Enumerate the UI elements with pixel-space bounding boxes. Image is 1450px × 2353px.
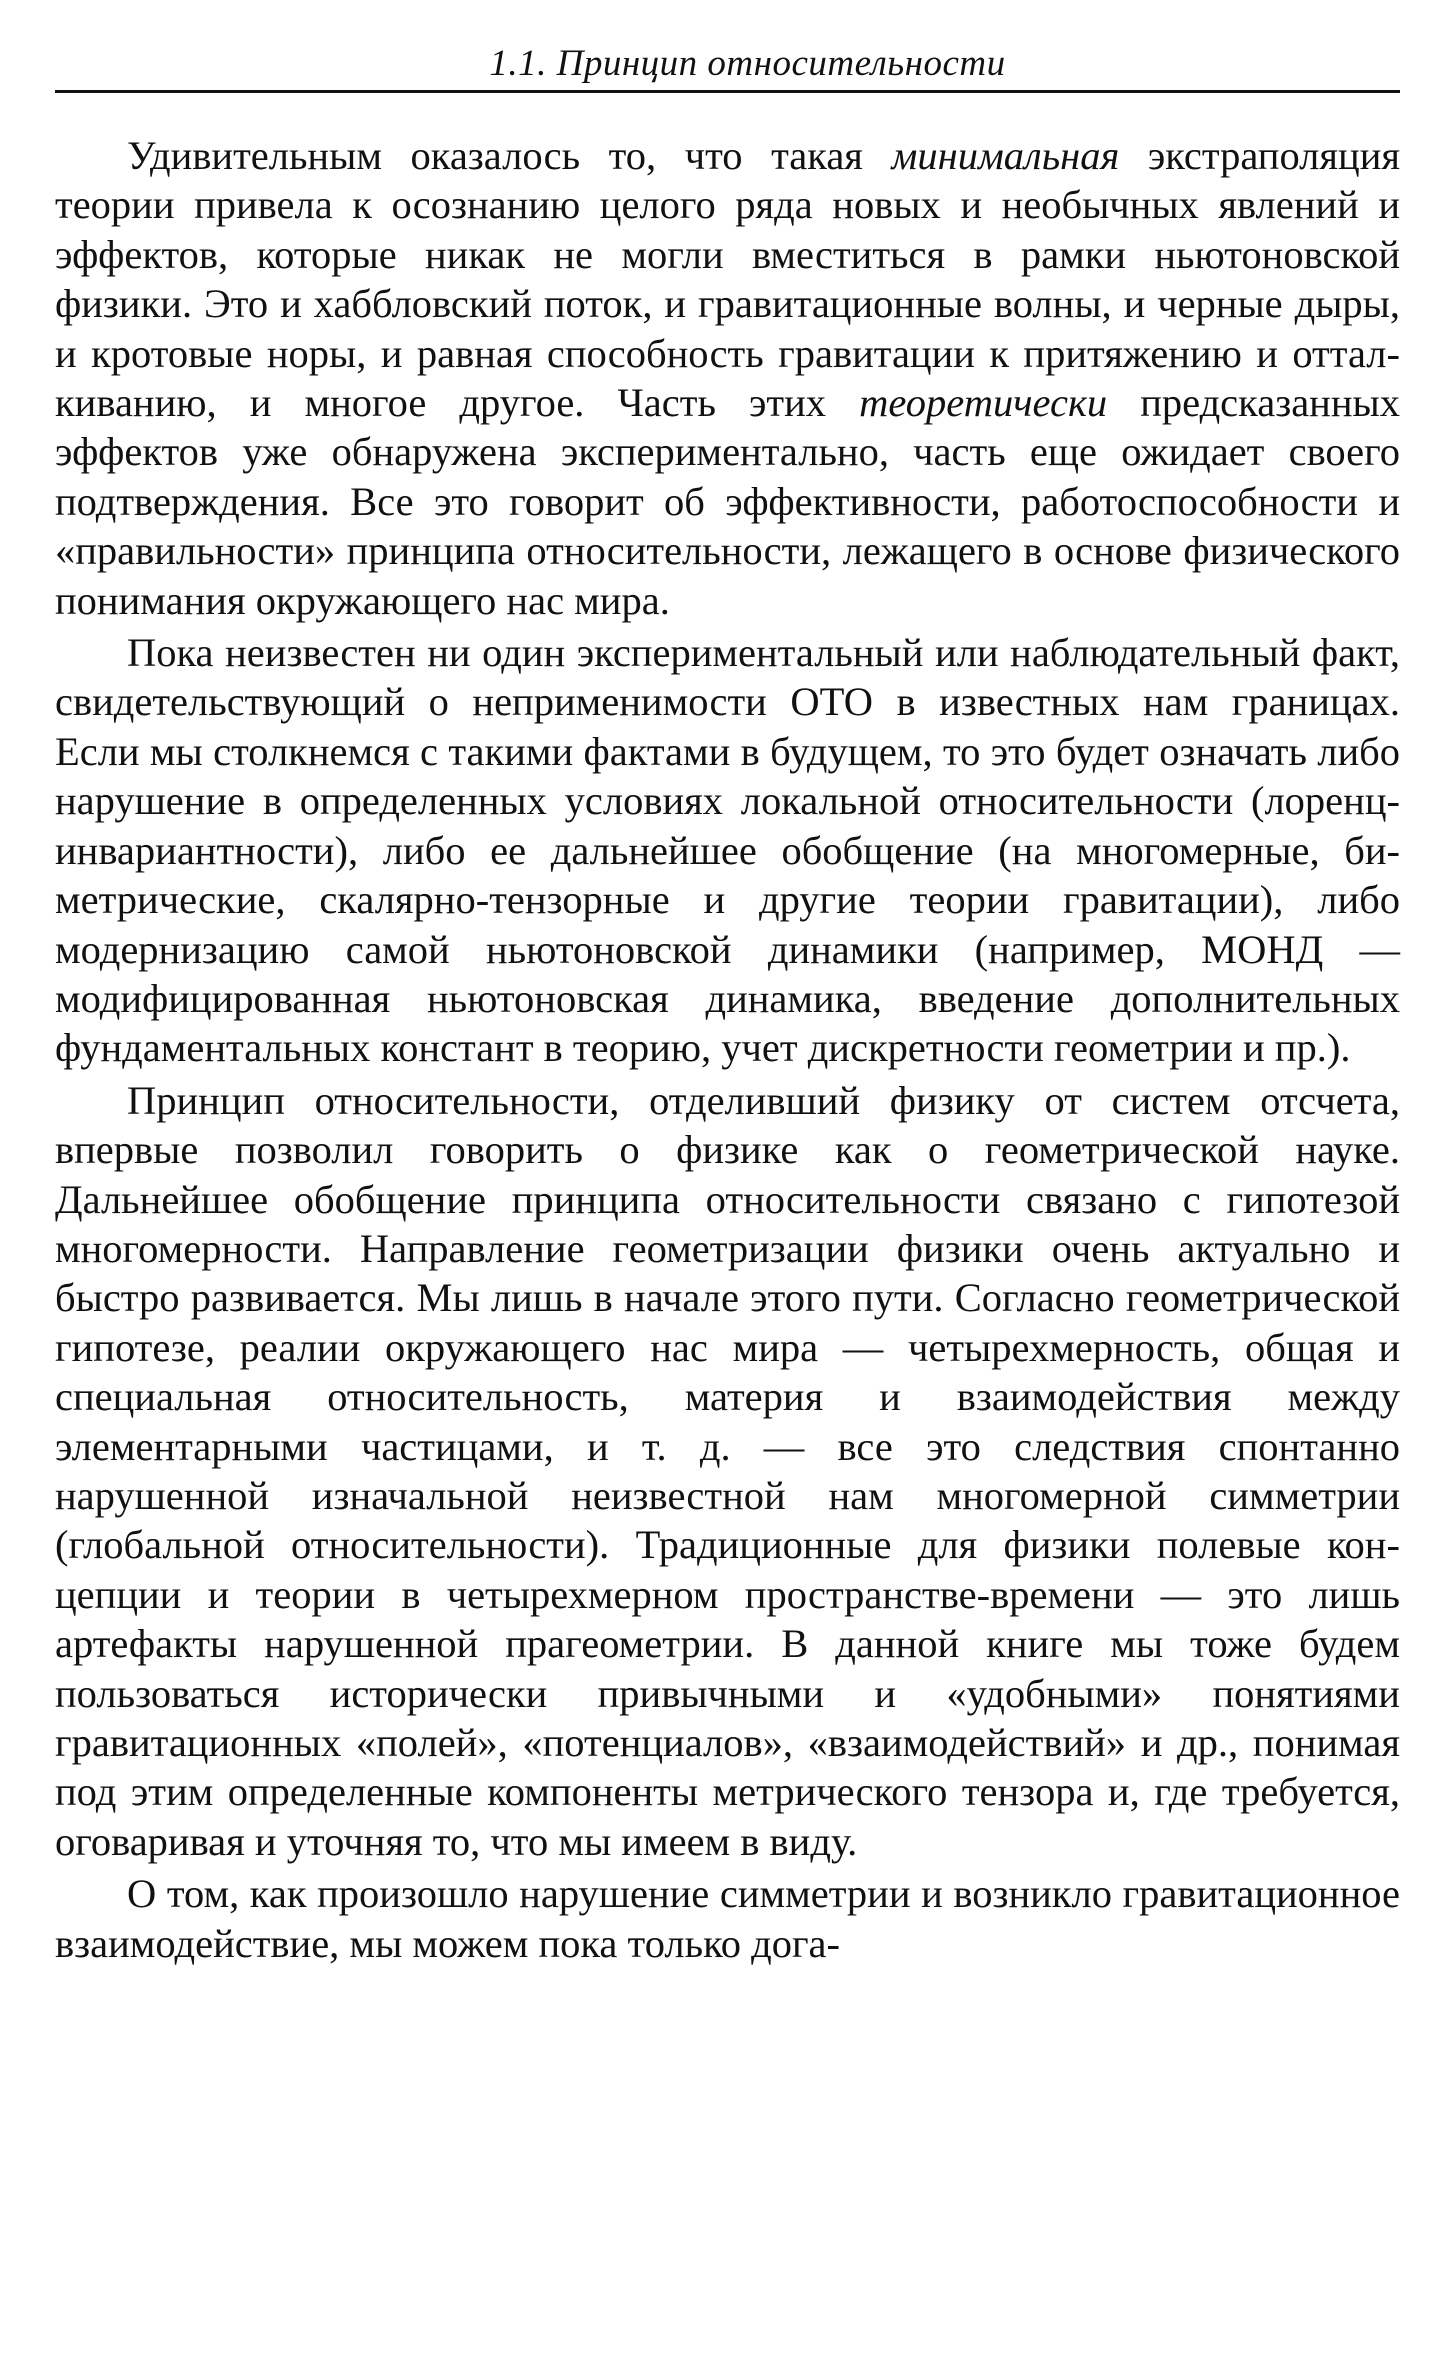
- text-run: экстраполяция теории привела к осознанию целого ряда новых и необычных явлений и эффектов, которые никак не могли вместиться в рамки ньютоновской физики. Это и хаббловский поток, и гравитационные волны, и черные дыры, и кротовые норы, и равная способность гравитации к притяжению и отталкиванию, и многое другое. Часть этих: [55, 133, 1401, 426]
- text-run: О том, как произошло нарушение симметрии и возникло гравитационное взаимодействие, мы можем пока только дога-: [55, 1871, 1400, 1966]
- italic-text-run: теоретически: [859, 380, 1108, 426]
- document-page: [55, 40, 1400, 1970]
- running-head: 1.1. Принцип относительности: [55, 40, 1400, 93]
- text-run: Пока неизвестен ни один экспериментальный или наблюдательный факт, свидетельствующий о неприменимости ОТО в известных нам границах. Если мы столкнемся с такими фактами в будущем, то это будет означать либо нарушение в определенных условиях локальной относительности (лоренц-инвариантности), либо ее дальнейшее обобщение (на многомерные, биметрические, скалярно-тензорные и другие теории гравитации), либо модернизацию самой ньютоновской динамики (например, МОНД — модифицированная ньютоновская динамика, введение дополнительных фундаментальных констант в теорию, учет дискретности геометрии и пр.).: [55, 630, 1400, 1071]
- paragraph-2: [55, 628, 1400, 1073]
- text-run: предсказанных эффектов уже обнаружена экспериментально, часть еще ожидает своего подтверждения. Все это говорит об эффективности, работоспособности и «правильности» принципа относительности, лежащего в основе физического понимания окружающего нас мира.: [55, 380, 1400, 623]
- italic-text-run: минимальная: [891, 133, 1120, 178]
- paragraph-1: [55, 131, 1400, 625]
- body-text: [55, 131, 1400, 1968]
- text-run: Удивительным оказалось то, что такая: [127, 133, 892, 178]
- paragraph-3: [55, 1076, 1400, 1867]
- paragraph-4: [55, 1869, 1400, 1968]
- text-run: Принцип относительности, отделивший физику от систем отсчета, впервые позволил говорить о физике как о геометрической науке. Дальнейшее обобщение принципа относительности связано с гипотезой многомерности. Направление геометризации физики очень актуально и быстро развивается. Мы лишь в начале этого пути. Согласно геометрической гипотезе, реалии окружающего нас мира — четырехмерность, общая и специальная относительность, материя и взаимодействия между элементарными частицами, и т. д. — все это следствия спонтанно нарушенной изначальной неизвестной нам многомерной симметрии (глобальной относительности). Традиционные для физики полевые концепции и теории в четырехмерном пространстве-времени — это лишь артефакты нарушенной прагеометрии. В данной книге мы тоже будем пользоваться исторически привычными и «удобными» понятиями гравитационных «полей», «потенциалов», «взаимодействий» и др., понимая под этим определенные компоненты метрического тензора и, где требуется, оговаривая и уточняя то, что мы имеем в виду.: [55, 1077, 1400, 1864]
